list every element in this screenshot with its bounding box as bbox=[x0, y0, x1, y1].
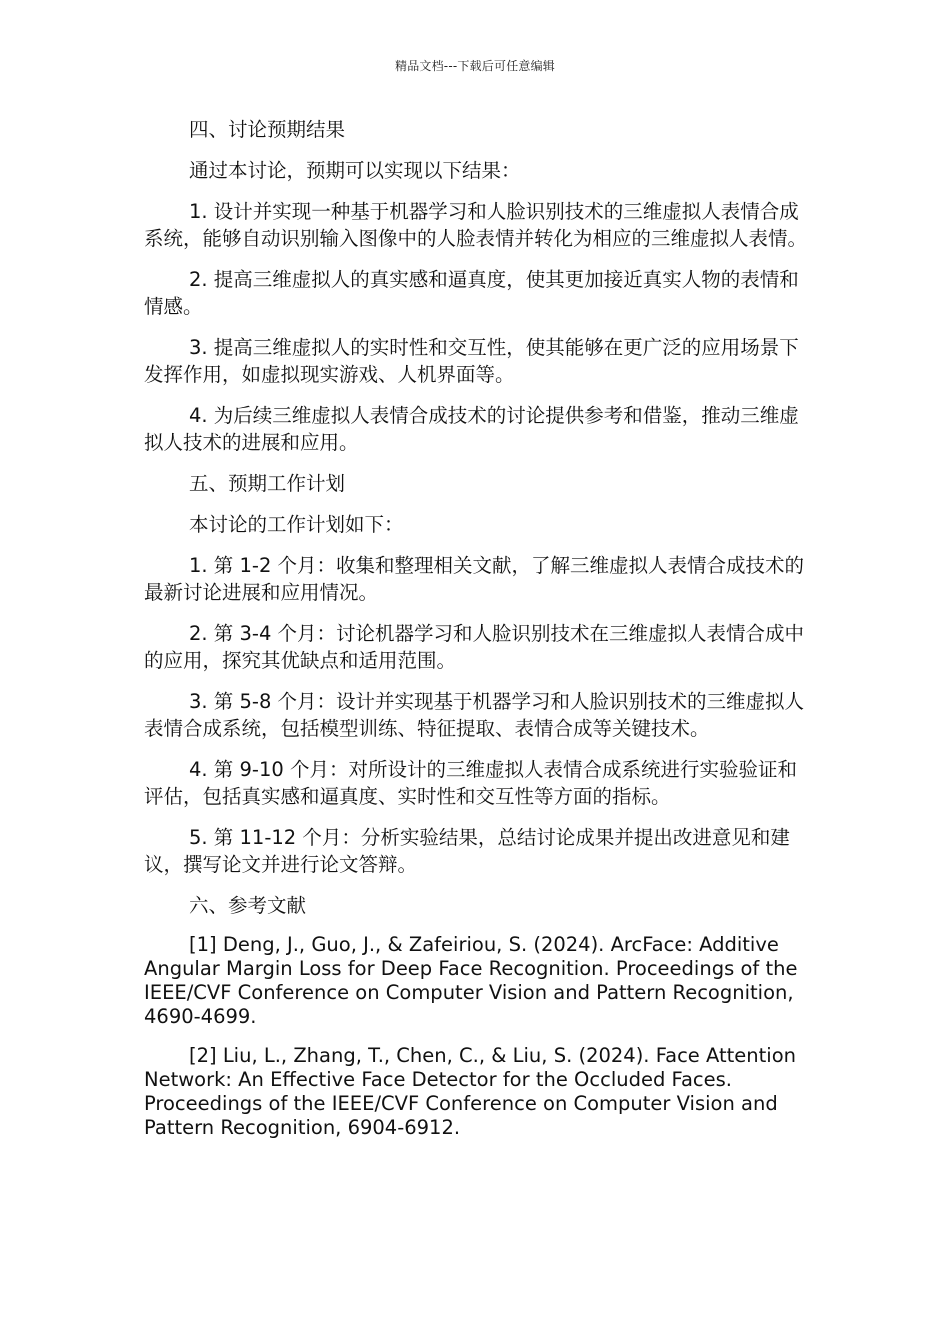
list-item: 1. 第 1-2 个月：收集和整理相关文献，了解三维虚拟人表情合成技术的最新讨论进展和应用情况。 bbox=[144, 554, 805, 604]
page-header: 精品文档---下载后可任意编辑 bbox=[395, 59, 555, 73]
section-references bbox=[144, 892, 808, 1140]
reference-entry: [1] Deng, J., Guo, J., & Zafeiriou, S. (2024). ArcFace: Additive Angular Margin Loss for Deep Face Recognition. Proceedings of the IEEE/CVF Conference on Computer Vision and Pattern Recognition, 4690-4699. bbox=[144, 933, 798, 1028]
list-item: 4. 第 9-10 个月：对所设计的三维虚拟人表情合成系统进行实验验证和评估，包括真实感和逼真度、实时性和交互性等方面的指标。 bbox=[144, 758, 797, 808]
document-body bbox=[144, 116, 808, 1155]
list-item: 2. 第 3-4 个月：讨论机器学习和人脸识别技术在三维虚拟人表情合成中的应用，探究其优缺点和适用范围。 bbox=[144, 622, 805, 672]
reference-entry: [2] Liu, L., Zhang, T., Chen, C., & Liu, S. (2024). Face Attention Network: An Effective Face Detector for the Occluded Faces. Proceedings of the IEEE/CVF Conference on Computer Vision and Pattern Recognition, 6904-6912. bbox=[144, 1044, 796, 1139]
section-work-plan bbox=[144, 470, 808, 878]
section-intro: 通过本讨论，预期可以实现以下结果： bbox=[189, 159, 521, 182]
list-item: 3. 提高三维虚拟人的实时性和交互性，使其能够在更广泛的应用场景下发挥作用，如虚拟现实游戏、人机界面等。 bbox=[144, 336, 799, 386]
list-item: 2. 提高三维虚拟人的真实感和逼真度，使其更加接近真实人物的表情和情感。 bbox=[144, 268, 799, 318]
list-item: 1. 设计并实现一种基于机器学习和人脸识别技术的三维虚拟人表情合成系统，能够自动识别输入图像中的人脸表情并转化为相应的三维虚拟人表情。 bbox=[144, 200, 808, 250]
list-item: 4. 为后续三维虚拟人表情合成技术的讨论提供参考和借鉴，推动三维虚拟人技术的进展和应用。 bbox=[144, 404, 799, 454]
section-intro: 本讨论的工作计划如下： bbox=[189, 513, 404, 536]
list-item: 3. 第 5-8 个月：设计并实现基于机器学习和人脸识别技术的三维虚拟人表情合成系统，包括模型训练、特征提取、表情合成等关键技术。 bbox=[144, 690, 805, 740]
section-heading: 四、讨论预期结果 bbox=[189, 118, 346, 141]
section-heading: 六、参考文献 bbox=[189, 894, 307, 917]
section-expected-results bbox=[144, 116, 808, 456]
list-item: 5. 第 11-12 个月：分析实验结果，总结讨论成果并提出改进意见和建议，撰写论文并进行论文答辩。 bbox=[144, 826, 790, 876]
section-heading: 五、预期工作计划 bbox=[189, 472, 346, 495]
